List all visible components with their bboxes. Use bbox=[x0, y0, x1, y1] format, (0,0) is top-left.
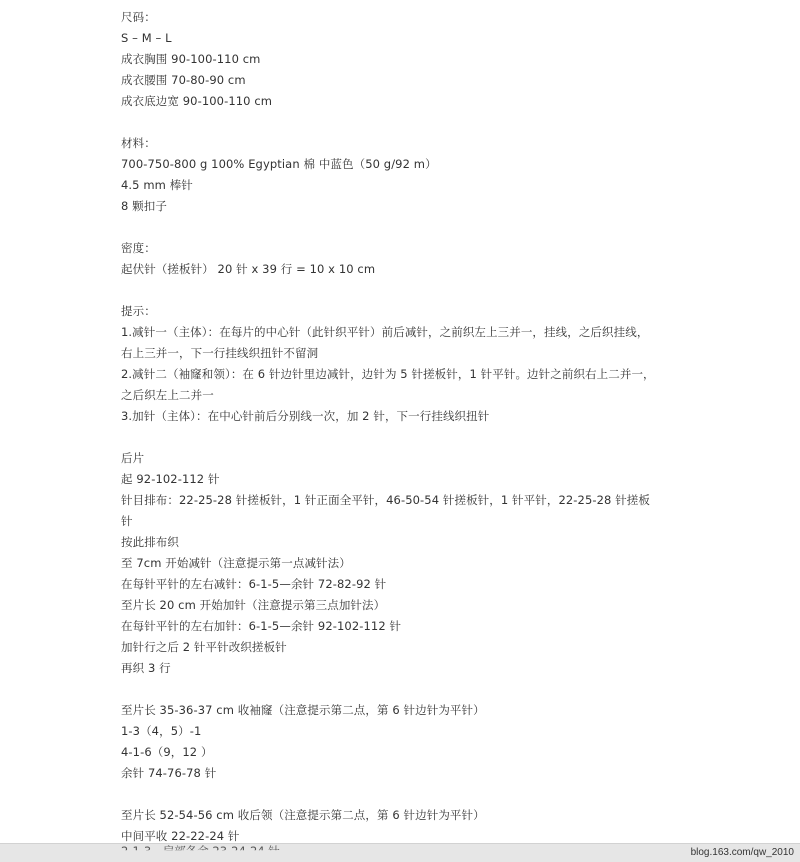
text-line: 右上三并一，下一行挂线织扭针不留洞 bbox=[121, 346, 319, 360]
document-body bbox=[121, 7, 791, 847]
text-line: 在每针平针的左右加针：6-1-5—余针 92-102-112 针 bbox=[121, 619, 402, 633]
section-heading: 后片 bbox=[121, 451, 145, 465]
section-heading: 至片长 35-36-37 cm 收袖窿（注意提示第二点，第 6 针边针为平针） bbox=[121, 703, 485, 717]
text-line: 1.减针一（主体）：在每片的中心针（此针织平针）前后减针，之前织左上三并一，挂线，之后织挂线， bbox=[121, 325, 649, 339]
text-line: 再织 3 行 bbox=[121, 661, 171, 675]
section-6 bbox=[121, 805, 791, 847]
section-2 bbox=[121, 238, 791, 280]
text-line: 按此排布织 bbox=[121, 535, 179, 549]
section-1 bbox=[121, 133, 791, 217]
text-line: 至片长 20 cm 开始加针（注意提示第三点加针法） bbox=[121, 598, 386, 612]
section-gap bbox=[121, 784, 791, 805]
text-line: 1-3（4，5）-1 bbox=[121, 724, 202, 738]
text-line: 成衣胸围 90-100-110 cm bbox=[121, 52, 261, 66]
footer-bar bbox=[0, 843, 800, 862]
section-heading: 至片长 52-54-56 cm 收后领（注意提示第二点，第 6 针边针为平针） bbox=[121, 808, 485, 822]
text-line: 成衣腰围 70-80-90 cm bbox=[121, 73, 246, 87]
text-line: 2.减针二（袖窿和领）：在 6 针边针里边减针，边针为 5 针搓板针，1 针平针。边针之前织右上二并一， bbox=[121, 367, 655, 381]
section-3 bbox=[121, 301, 791, 427]
section-4 bbox=[121, 448, 791, 679]
section-heading: 材料： bbox=[121, 136, 156, 150]
text-line: 至 7cm 开始减针（注意提示第一点减针法） bbox=[121, 556, 351, 570]
text-line: 成衣底边宽 90-100-110 cm bbox=[121, 94, 273, 108]
text-line: 4.5 mm 棒针 bbox=[121, 178, 193, 192]
text-line: 4-1-6（9，12 ） bbox=[121, 745, 213, 759]
text-line: S – M – L bbox=[121, 31, 172, 45]
text-line: 起 92-102-112 针 bbox=[121, 472, 220, 486]
text-line: 中间平收 22-22-24 针 bbox=[121, 829, 240, 843]
text-line: 加针行之后 2 针平针改织搓板针 bbox=[121, 640, 287, 654]
section-heading: 密度： bbox=[121, 241, 156, 255]
text-line: 针 bbox=[121, 514, 133, 528]
section-gap bbox=[121, 280, 791, 301]
text-line: 针目排布：22-25-28 针搓板针，1 针正面全平针，46-50-54 针搓板针，1 针平针，22-25-28 针搓板 bbox=[121, 493, 651, 507]
text-line: 在每针平针的左右减针：6-1-5—余针 72-82-92 针 bbox=[121, 577, 387, 591]
text-line: 3.加针（主体）：在中心针前后分别线一次，加 2 针，下一行挂线织扭针 bbox=[121, 409, 490, 423]
section-gap bbox=[121, 112, 791, 133]
section-gap bbox=[121, 427, 791, 448]
text-line: 之后织左上二并一 bbox=[121, 388, 214, 402]
text-line: 余针 74-76-78 针 bbox=[121, 766, 217, 780]
section-5 bbox=[121, 700, 791, 784]
section-gap bbox=[121, 679, 791, 700]
text-line: 700-750-800 g 100% Egyptian 棉 中蓝色（50 g/92 m） bbox=[121, 157, 437, 171]
section-heading: 提示： bbox=[121, 304, 156, 318]
section-gap bbox=[121, 217, 791, 238]
text-line: 8 颗扣子 bbox=[121, 199, 167, 213]
text-line: 起伏针（搓板针） 20 针 x 39 行 = 10 x 10 cm bbox=[121, 262, 376, 276]
section-0 bbox=[121, 7, 791, 112]
blog-watermark: blog.163.com/qw_2010 bbox=[690, 847, 794, 858]
section-heading: 尺码： bbox=[121, 10, 156, 24]
